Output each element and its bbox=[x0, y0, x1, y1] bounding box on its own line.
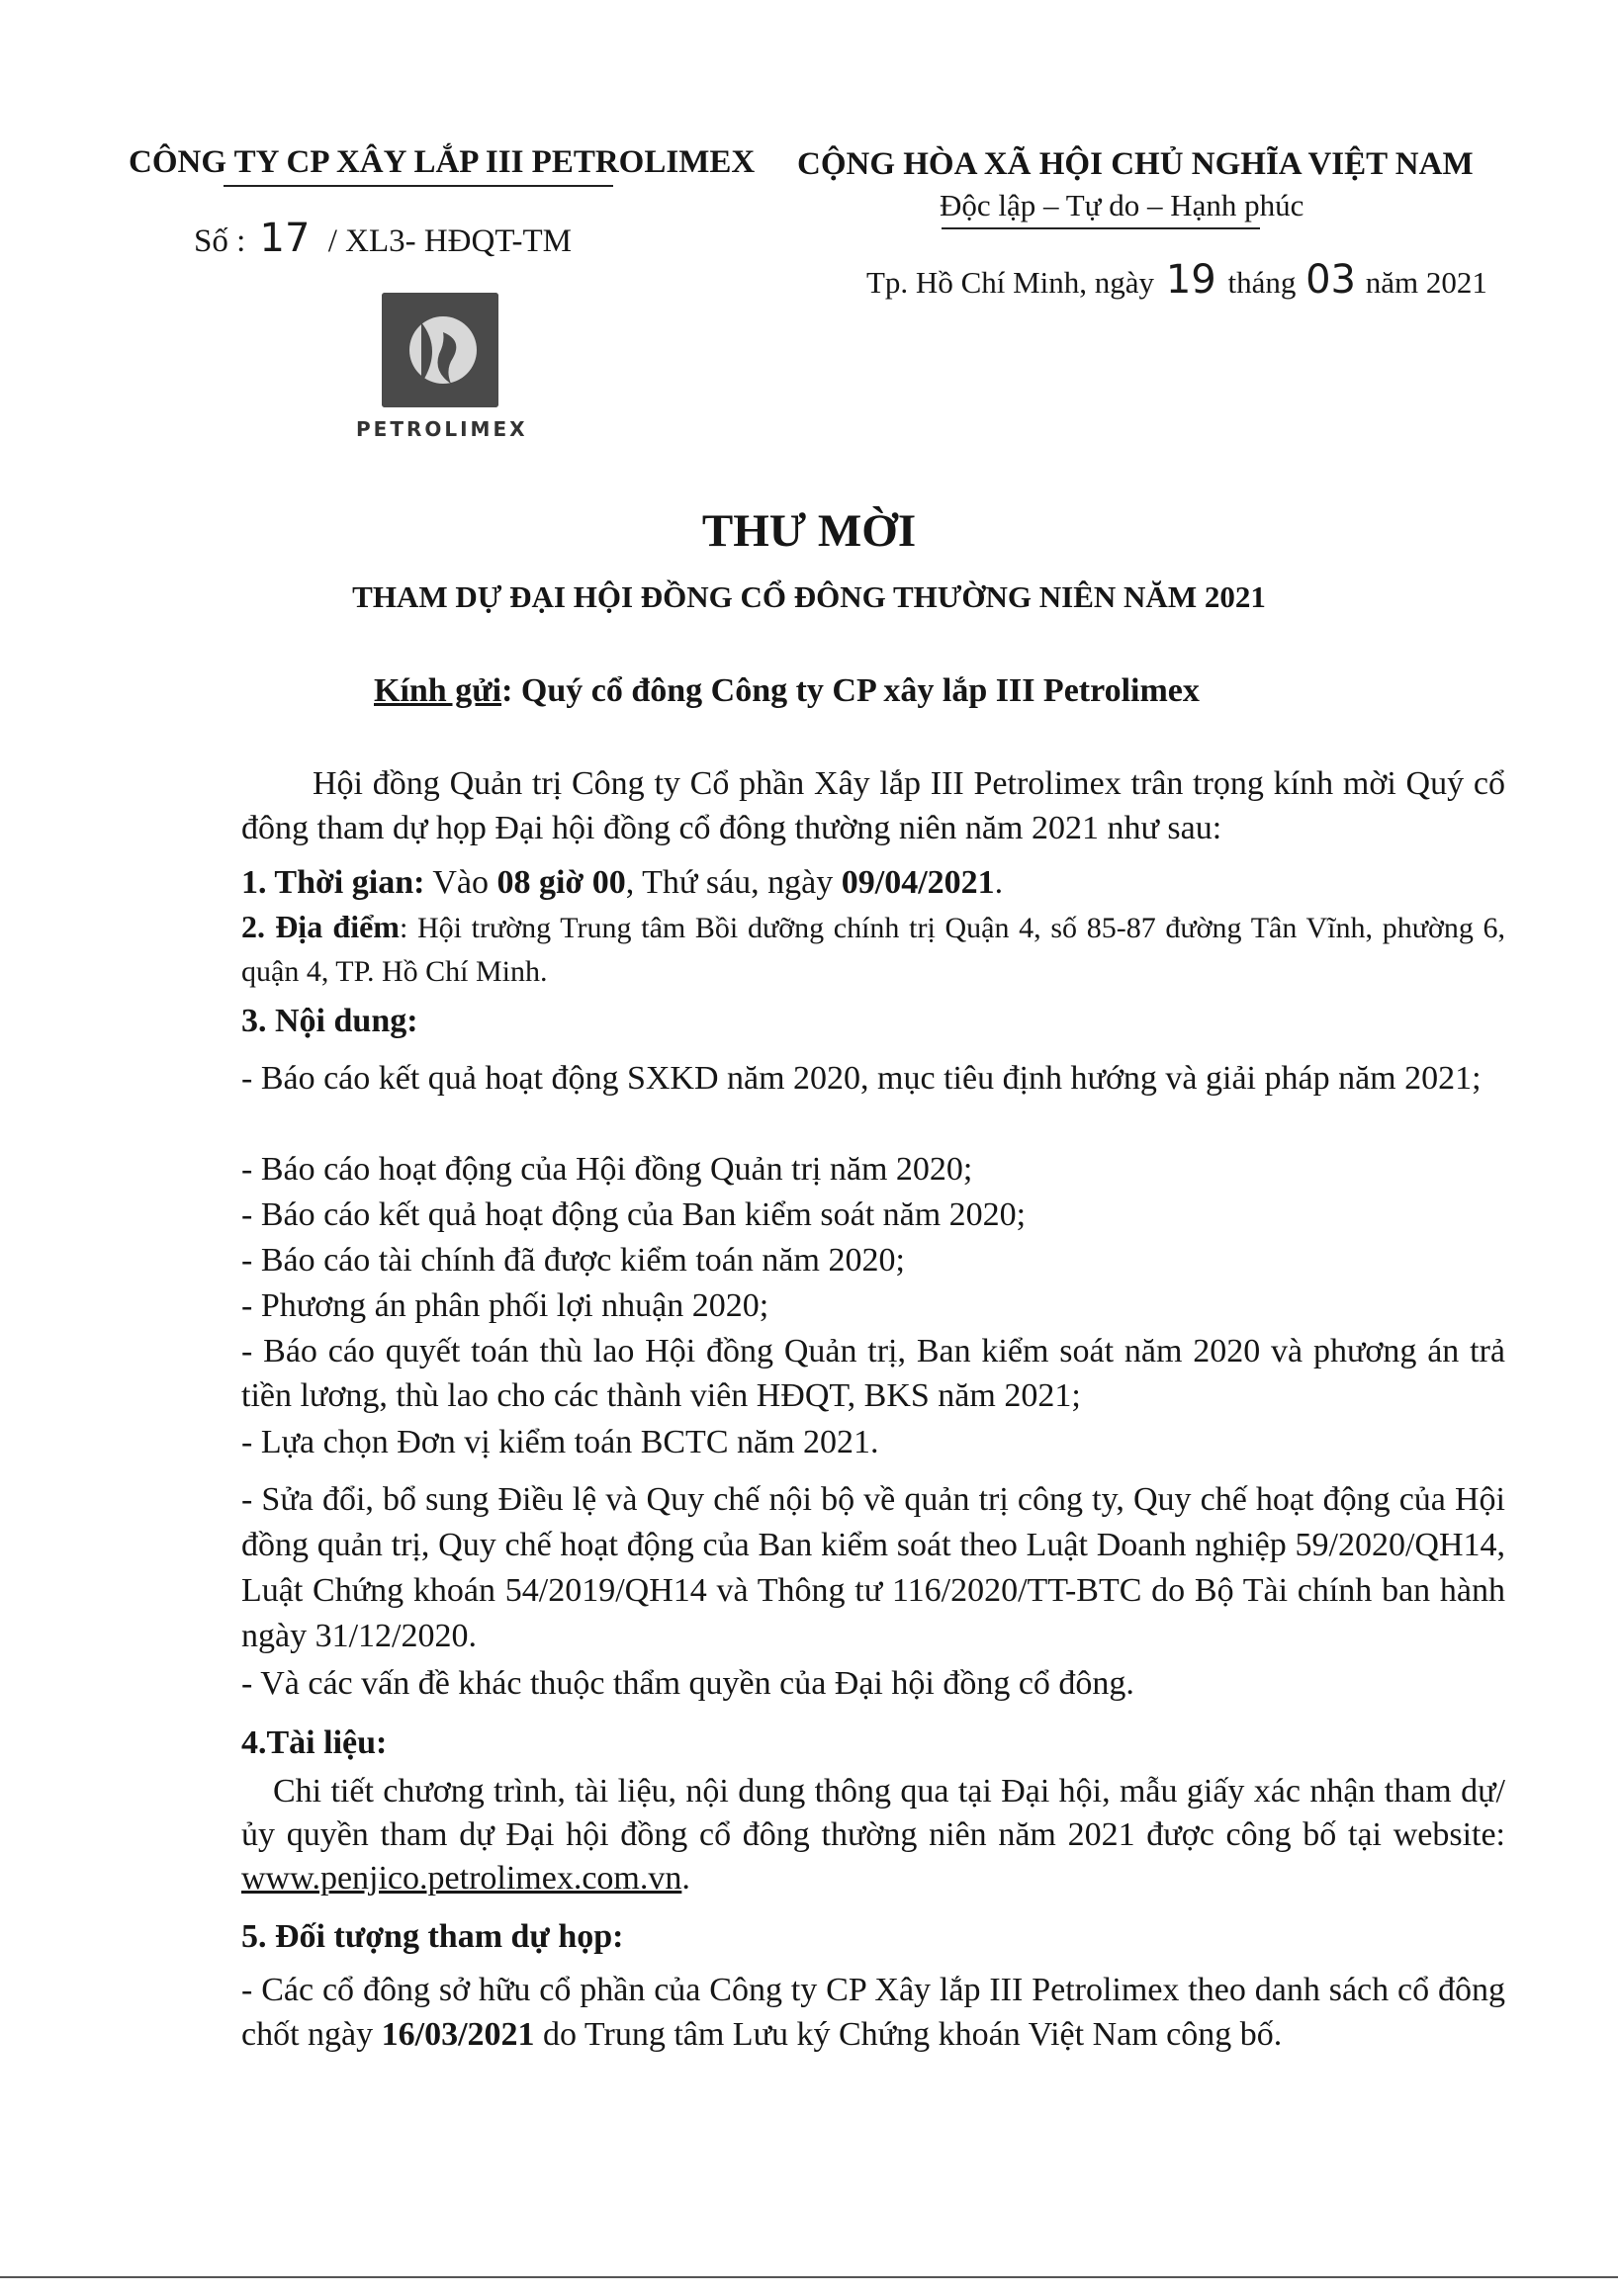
location-text: : Hội trường Trung tâm Bồi dưỡng chính trị Quận 4, số 85-87 đường Tân Vĩnh, phường 6, quận 4, TP. Hồ Chí Minh. bbox=[241, 912, 1506, 988]
content-item: - Báo cáo tài chính đã được kiểm toán năm 2020; bbox=[241, 1242, 905, 1279]
documents-end: . bbox=[681, 1860, 690, 1897]
time-end: . bbox=[994, 864, 1004, 901]
date-prefix: Tp. Hồ Chí Minh, ngày bbox=[866, 265, 1155, 300]
date-month-label: tháng bbox=[1227, 265, 1297, 300]
letter-subtitle: THAM DỰ ĐẠI HỘI ĐỒNG CỔ ĐÔNG THƯỜNG NIÊN NĂM 2021 bbox=[352, 579, 1266, 614]
time-date: 09/04/2021 bbox=[841, 864, 995, 901]
date-month-handwritten: 03 bbox=[1305, 257, 1356, 303]
content-item: - Báo cáo kết quả hoạt động của Ban kiểm soát năm 2020; bbox=[241, 1196, 1027, 1233]
documents-heading: 4.Tài liệu: bbox=[241, 1724, 388, 1761]
content-item: - Phương án phân phối lợi nhuận 2020; bbox=[241, 1287, 769, 1324]
logo-text: PETROLIMEX bbox=[356, 417, 528, 441]
content-label: 3. Nội dung bbox=[241, 1003, 407, 1039]
motto: Độc lập – Tự do – Hạnh phúc bbox=[940, 188, 1304, 222]
time-hour: 08 giờ 00 bbox=[496, 864, 626, 901]
time-pre: Vào bbox=[432, 864, 489, 901]
meeting-time bbox=[241, 860, 1505, 905]
company-name: CÔNG TY CP XÂY LẮP III PETROLIMEX bbox=[129, 144, 756, 180]
attendees-heading: 5. Đối tượng tham dự họp: bbox=[241, 1918, 624, 1955]
meeting-location bbox=[241, 905, 1505, 994]
content-item: - Báo cáo kết quả hoạt động SXKD năm 2020, mục tiêu định hướng và giải pháp năm 2021; bbox=[241, 1060, 1482, 1097]
letter-title: THƯ MỜI bbox=[701, 505, 917, 557]
location-label: 2. Địa điểm bbox=[241, 909, 400, 944]
document-number bbox=[194, 216, 572, 261]
country-name: CỘNG HÒA XÃ HỘI CHỦ NGHĨA VIỆT NAM bbox=[797, 146, 1474, 182]
date-day-handwritten: 19 bbox=[1165, 257, 1216, 303]
company-underline bbox=[224, 185, 613, 187]
content-item: - Và các vấn đề khác thuộc thẩm quyền của Đại hội đồng cổ đông. bbox=[241, 1665, 1134, 1702]
motto-underline bbox=[942, 227, 1260, 229]
salutation bbox=[374, 672, 1200, 710]
content-colon: : bbox=[406, 1003, 418, 1039]
doc-number-handwritten: 17 bbox=[259, 216, 311, 261]
website-link[interactable]: www.penjico.petrolimex.com.vn bbox=[241, 1860, 682, 1897]
attendees-pre: - Các cổ đông sở hữu cổ phần của Công ty CP Xây lắp III Petrolimex theo danh sách cổ đông chốt ngày bbox=[241, 1972, 1505, 2053]
petrolimex-logo-icon bbox=[382, 293, 498, 407]
salutation-label: Kính gửi bbox=[374, 672, 502, 709]
content-item: - Lựa chọn Đơn vị kiểm toán BCTC năm 2021. bbox=[241, 1424, 879, 1460]
content-heading bbox=[241, 999, 1505, 1043]
intro-paragraph: Hội đồng Quản trị Công ty Cổ phần Xây lắp III Petrolimex trân trọng kính mời Quý cổ đông tham dự họp Đại hội đồng cổ đông thường niên năm 2021 như sau: bbox=[241, 765, 1505, 846]
doc-number-suffix: / XL3- HĐQT-TM bbox=[327, 223, 572, 259]
content-item: - Sửa đổi, bổ sung Điều lệ và Quy chế nội bộ về quản trị công ty, Quy chế hoạt động của Hội đồng quản trị, Quy chế hoạt động của Ban kiểm soát theo Luật Doanh nghiệp 59/2020/QH14, Luật Chứng khoán 54/2019/QH14 và Thông tư 116/2020/TT-BTC do Bộ Tài chính ban hành ngày 31/12/2020. bbox=[241, 1481, 1505, 1654]
content-item: - Báo cáo quyết toán thù lao Hội đồng Quản trị, Ban kiểm soát năm 2020 và phương án trả tiền lương, thù lao cho các thành viên HĐQT, BKS năm 2021; bbox=[241, 1333, 1505, 1414]
documents-body: Chi tiết chương trình, tài liệu, nội dung thông qua tại Đại hội, mẫu giấy xác nhận tham dự/ủy quyền tham dự Đại hội đồng cổ đông thường niên năm 2021 được công bố tại website: bbox=[241, 1773, 1505, 1853]
document-date bbox=[866, 257, 1487, 303]
attendees-post: do Trung tâm Lưu ký Chứng khoán Việt Nam công bố. bbox=[543, 2016, 1283, 2053]
page-bottom-edge bbox=[0, 2276, 1618, 2278]
date-year: năm 2021 bbox=[1365, 265, 1487, 300]
salutation-text: : Quý cổ đông Công ty CP xây lắp III Petrolimex bbox=[501, 672, 1200, 709]
time-label: 1. Thời gian: bbox=[241, 864, 425, 901]
doc-number-prefix: Số : bbox=[194, 223, 246, 259]
time-mid: , Thứ sáu, ngày bbox=[625, 864, 834, 901]
content-item: - Báo cáo hoạt động của Hội đồng Quản trị năm 2020; bbox=[241, 1151, 973, 1188]
attendees-text bbox=[241, 1968, 1505, 2057]
attendees-date: 16/03/2021 bbox=[381, 2016, 535, 2053]
documents-text bbox=[241, 1770, 1505, 1900]
